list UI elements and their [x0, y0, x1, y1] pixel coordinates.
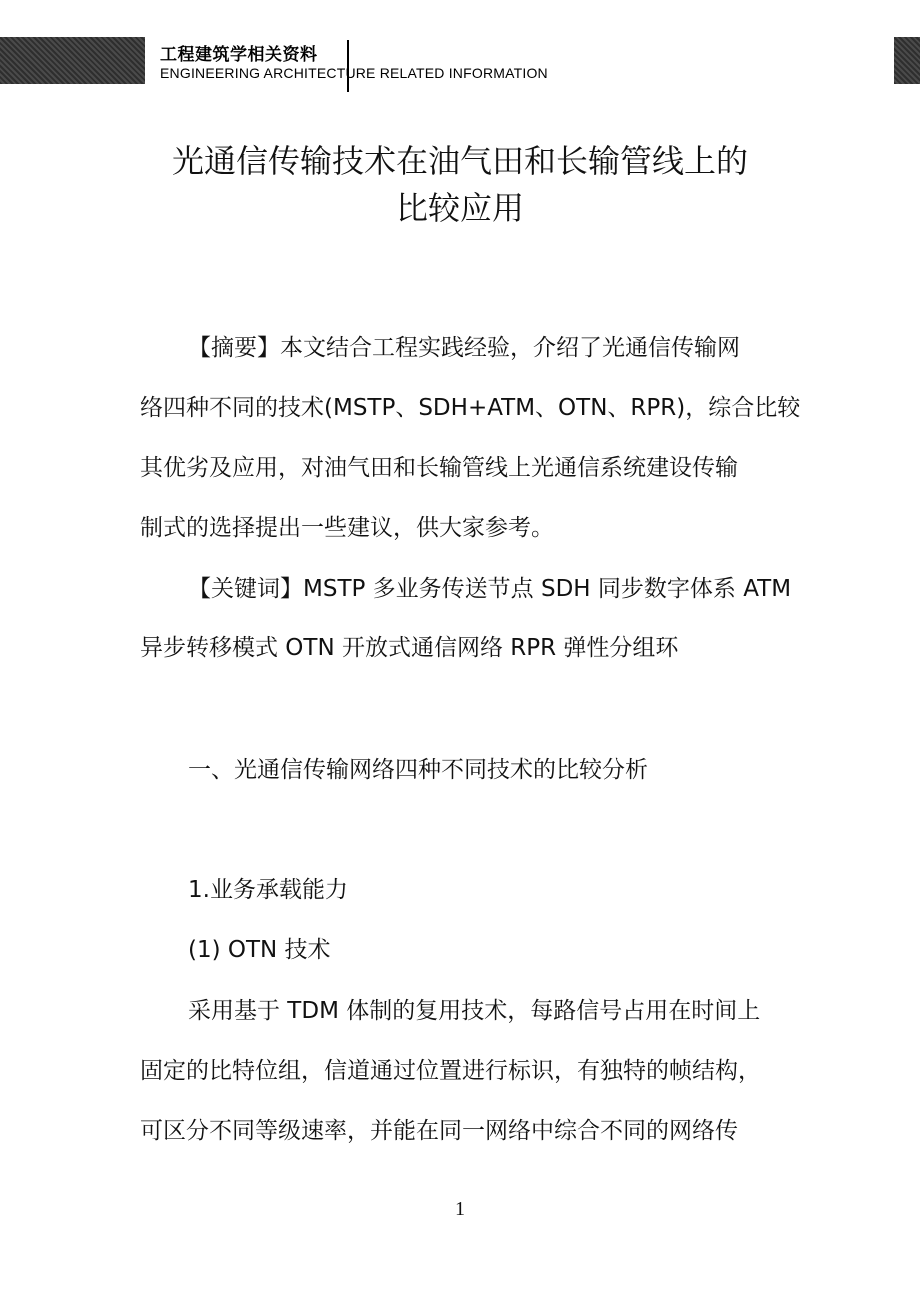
abstract-line-1: 【摘要】本文结合工程实践经验，介绍了光通信传输网: [188, 335, 740, 361]
keywords-line-2: 异步转移模式 OTN 开放式通信网络 RPR 弹性分组环: [140, 635, 679, 661]
abstract-line-4: 制式的选择提出一些建议，供大家参考。: [140, 515, 554, 541]
paragraph-line-2: 固定的比特位组，信道通过位置进行标识，有独特的帧结构，: [140, 1058, 761, 1084]
document-title-line-1: 光通信传输技术在油气田和长输管线上的: [171, 142, 748, 180]
document-title-line-2: 比较应用: [395, 189, 524, 227]
abstract-line-2: 络四种不同的技术(MSTP、SDH+ATM、OTN、RPR)，综合比较: [140, 395, 801, 421]
header-decor-bar-right: [894, 37, 920, 84]
abstract-line-3: 其优劣及应用，对油气田和长输管线上光通信系统建设传输: [140, 455, 738, 481]
subsection-heading: 1.业务承载能力: [188, 877, 348, 903]
page-number: 1: [455, 1198, 465, 1220]
document-title: [0, 138, 920, 232]
keywords-line-1: 【关键词】MSTP 多业务传送节点 SDH 同步数字体系 ATM: [188, 576, 792, 602]
header-title-cn: 工程建筑学相关资料: [160, 45, 318, 65]
header-title-en: ENGINEERING ARCHITECTURE RELATED INFORMATION: [160, 65, 548, 81]
section-heading: 一、光通信传输网络四种不同技术的比较分析: [188, 757, 648, 783]
paragraph-line-1: 采用基于 TDM 体制的复用技术，每路信号占用在时间上: [188, 998, 761, 1024]
item-heading: (1) OTN 技术: [188, 937, 331, 963]
header-decor-bar-left: [0, 37, 145, 84]
paragraph-line-3: 可区分不同等级速率，并能在同一网络中综合不同的网络传: [140, 1118, 738, 1144]
